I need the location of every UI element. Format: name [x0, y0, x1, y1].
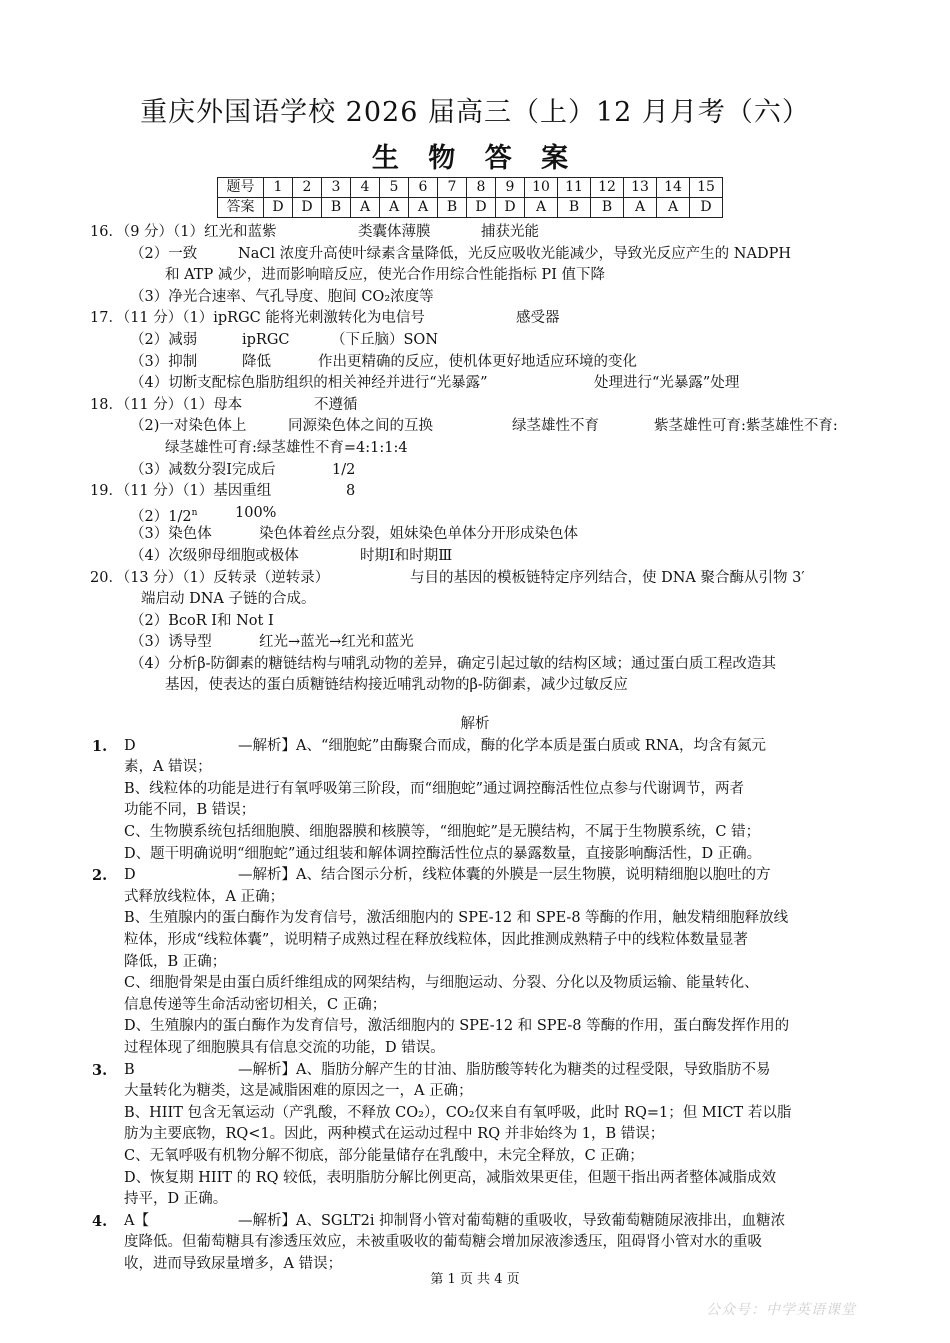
table-cell-answer: B [438, 198, 467, 218]
analysis-item-text: D、生殖腺内的蛋白酶作为发育信号，激活细胞内的 SPE-12 和 SPE-8 等酶的作用，蛋白酶发挥作用的 [124, 1018, 790, 1035]
analysis-item-text: 肪为主要底物，RQ<1。因此，两种模式在运动过程中 RQ 并非始终为 1，B 错误； [124, 1126, 665, 1143]
answer-body [0, 222, 950, 1276]
table-cell-number: 11 [558, 178, 591, 198]
analysis-list [0, 736, 950, 1276]
table-cell-answer: D [467, 198, 496, 218]
table-cell-number: 15 [690, 178, 723, 198]
q18-part2-a: （2)一对染色体上 [130, 418, 247, 435]
q20-line [0, 589, 950, 611]
analysis-line [0, 1060, 950, 1082]
analysis-item-text: C、生物膜系统包括细胞膜、细胞器膜和核膜等，“细胞蛇”是无膜结构，不属于生物膜系统，C 错； [124, 824, 761, 841]
q17-part3-b: 降低 [242, 353, 271, 370]
analysis-item-text: —解析】A、结合图示分析，线粒体囊的外膜是一层生物膜，说明精细胞以胞吐的方 [238, 867, 771, 884]
analysis-item-text: D、题干明确说明“细胞蛇”通过组装和解体调控酶活性位点的暴露数量，直接影响酶活性，D 正确。 [124, 845, 762, 862]
analysis-item-text: 式释放线粒体，A 正确； [124, 888, 285, 905]
table-cell-number: 5 [380, 178, 409, 198]
q16-heading: 16．（9 分）（1）红光和蓝紫 [90, 224, 277, 240]
q20-part3-b: 红光→蓝光→红光和蓝光 [259, 634, 414, 651]
q18-line [0, 416, 950, 438]
q20-answer-c: 端启动 DNA 子链的合成。 [141, 591, 316, 608]
q18-answer-b: 不遵循 [314, 396, 358, 413]
q16-line [0, 265, 950, 287]
analysis-line [0, 908, 950, 930]
q19-part4-a: （4）次级卵母细胞或极体 [130, 547, 299, 564]
q18-line [0, 460, 950, 482]
answer-table [217, 177, 723, 218]
q19-line [0, 503, 950, 525]
q19-heading: 19．（11 分）（1）基因重组 [90, 483, 272, 500]
q19-line [0, 524, 950, 546]
analysis-item-text: 度降低。但葡萄糖具有渗透压效应，未被重吸收的葡萄糖会增加尿液渗透压，阻碍肾小管对水的重吸 [124, 1234, 762, 1251]
analysis-line [0, 865, 950, 887]
analysis-line [0, 1038, 950, 1060]
analysis-line [0, 1146, 950, 1168]
analysis-item-number: 2. [92, 867, 108, 885]
table-cell-number: 10 [525, 178, 558, 198]
q16-part2-answer: （2）一致 [130, 245, 198, 262]
q16-answer-c: 捕获光能 [481, 224, 539, 240]
table-cell-number: 8 [467, 178, 496, 198]
analysis-line [0, 887, 950, 909]
table-cell-answer: B [591, 198, 624, 218]
q20-part4-a: （4）分析β-防御素的糖链结构与哺乳动物的差异，确定引起过敏的结构区域；通过蛋白质工程改造其 [130, 655, 777, 672]
q16-line [0, 287, 950, 309]
q17-part2-c: （下丘脑）SON [331, 331, 439, 348]
analysis-heading: 解析 [460, 716, 490, 733]
analysis-line [0, 930, 950, 952]
q16-line [0, 244, 950, 266]
analysis-line [0, 973, 950, 995]
analysis-line [0, 822, 950, 844]
analysis-line [0, 1211, 950, 1233]
table-cell-answer: D [496, 198, 525, 218]
table-cell-number: 12 [591, 178, 624, 198]
q17-part3-c: 作出更精确的反应，使机体更好地适应环境的变化 [318, 353, 637, 370]
table-cell-number: 3 [322, 178, 351, 198]
analysis-item-text: B、线粒体的功能是进行有氧呼吸第三阶段，而“细胞蛇”通过调控酶活性位点参与代谢调节，两者 [124, 780, 744, 797]
page-title: 重庆外国语学校 2026 届高三（上）12 月月考（六） [140, 97, 810, 128]
table-cell-answer: A [624, 198, 657, 218]
q18-heading: 18．（11 分）（1）母本 [90, 396, 243, 413]
table-cell-answer: A [351, 198, 380, 218]
q19-answer-b: 8 [346, 483, 356, 500]
q17-part2-a: （2）减弱 [130, 331, 198, 348]
analysis-item-text: —解析】A、脂肪分解产生的甘油、脂肪酸等转化为糖类的过程受限，导致脂肪不易 [238, 1061, 771, 1078]
q18-line [0, 395, 950, 417]
table-cell-answer: A [409, 198, 438, 218]
answer-table-answer-row [218, 198, 723, 218]
analysis-item-text: 粒体，形成“线粒体囊”，说明精子成熟过程在释放线粒体，因此推测成熟精子中的线粒体数量显著 [124, 932, 748, 948]
table-cell-number: 9 [496, 178, 525, 198]
q20-line [0, 568, 950, 590]
table-cell-number: 6 [409, 178, 438, 198]
table-cell-answer: B [322, 198, 351, 218]
analysis-item-text: 素，A 错误； [124, 759, 212, 776]
analysis-line [0, 1232, 950, 1254]
table-cell-answer: A [525, 198, 558, 218]
analysis-line [0, 779, 950, 801]
analysis-item-answer: A【 [124, 1212, 149, 1229]
analysis-item-number: 3. [92, 1061, 108, 1079]
analysis-item-number: 1. [92, 737, 108, 755]
q17-answer-b: 感受器 [516, 310, 560, 327]
table-cell-number: 14 [657, 178, 690, 198]
analysis-item-text: B、生殖腺内的蛋白酶作为发育信号，激活细胞内的 SPE-12 和 SPE-8 等酶的作用，触发精细胞释放线 [124, 910, 789, 927]
q20-part2: （2）BcoR Ⅰ和 Not Ⅰ [130, 612, 274, 629]
q20-part4-b: 基因，使表达的蛋白质糖链结构接近哺乳动物的β-防御素，减少过敏反应 [165, 677, 628, 694]
table-cell-answer: D [293, 198, 322, 218]
table-cell-answer: A [657, 198, 690, 218]
table-cell-answer: D [264, 198, 293, 218]
q17-part2-b: ipRGC [242, 331, 290, 348]
table-cell-answer: B [558, 198, 591, 218]
q17-line [0, 373, 950, 395]
table-cell-number: 13 [624, 178, 657, 198]
analysis-line [0, 952, 950, 974]
q18-part2-c: 绿茎雄性不育 [512, 418, 599, 435]
q18-part3-a: （3）减数分裂Ⅰ完成后 [130, 461, 276, 478]
q18-part2-d: 紫茎雄性可育:紫茎雄性不育: [654, 418, 838, 435]
q16-part2-text-cont: 和 ATP 减少，进而影响暗反应，使光合作用综合性能指标 PI 值下降 [165, 267, 606, 284]
analysis-line [0, 1189, 950, 1211]
table-cell-number: 4 [351, 178, 380, 198]
q20-line [0, 654, 950, 676]
analysis-item-answer: B [124, 1061, 135, 1078]
q20-line [0, 632, 950, 654]
q19-part2-b: 100% [235, 504, 277, 521]
table-cell-number: 2 [293, 178, 322, 198]
analysis-line [0, 1081, 950, 1103]
analysis-line [0, 757, 950, 779]
analysis-line [0, 1103, 950, 1125]
page-subtitle: 生 物 答 案 [371, 143, 579, 174]
q17-heading: 17．（11 分）（1）ipRGC 能将光刺激转化为电信号 [90, 310, 425, 327]
q18-part2-b: 同源染色体之间的互换 [288, 418, 433, 435]
analysis-item-text: C、细胞骨架是由蛋白质纤维组成的网架结构，与细胞运动、分裂、分化以及物质运输、能量转化、 [124, 975, 759, 992]
q20-line [0, 611, 950, 633]
analysis-line [0, 1016, 950, 1038]
q20-line [0, 675, 950, 697]
table-row-label: 答案 [218, 198, 264, 218]
analysis-item-text: 持平，D 正确。 [124, 1191, 228, 1208]
analysis-line [0, 800, 950, 822]
analysis-item-text: —解析】A、SGLT2i 抑制肾小管对葡萄糖的重吸收，导致葡萄糖随尿液排出，血糖浓 [238, 1212, 786, 1229]
answer-table-number-row [218, 178, 723, 198]
analysis-item-text: 收，进而导致尿量增多，A 错误； [124, 1255, 343, 1272]
table-cell-answer: A [380, 198, 409, 218]
table-row-label: 题号 [218, 178, 264, 198]
q20-heading: 20．（13 分）（1）反转录（逆转录） [90, 569, 330, 586]
analysis-item-text: 功能不同，B 错误； [124, 802, 256, 819]
analysis-line [0, 736, 950, 758]
table-cell-number: 7 [438, 178, 467, 198]
analysis-line [0, 1124, 950, 1146]
q17-line [0, 352, 950, 374]
q17-part4-a: （4）切断支配棕色脂肪组织的相关神经并进行“光暴露” [130, 375, 488, 392]
watermark: 公众号：中学英语课堂 [706, 1302, 856, 1318]
analysis-item-text: 降低，B 正确； [124, 953, 227, 970]
analysis-item-text: 大量转化为糖类，这是减脂困难的原因之一，A 正确； [124, 1083, 473, 1100]
q19-part2-fraction: （2）1/2 [130, 508, 192, 525]
q17-line [0, 308, 950, 330]
q17-part3-a: （3）抑制 [130, 353, 198, 370]
q17-part4-b: 处理进行“光暴露”处理 [594, 375, 740, 392]
q17-line [0, 330, 950, 352]
analysis-line [0, 844, 950, 866]
q18-part3-b: 1/2 [332, 461, 356, 478]
q19-part3-a: （3）染色体 [130, 526, 212, 543]
q16-part3: （3）净光合速率、气孔导度、胞间 CO₂浓度等 [130, 288, 434, 305]
page-footer: 第 1 页 共 4 页 [430, 1272, 520, 1287]
analysis-line [0, 995, 950, 1017]
analysis-item-text: C、无氧呼吸有机物分解不彻底，部分能量储存在乳酸中，未完全释放，C 正确； [124, 1147, 644, 1164]
analysis-line [0, 1168, 950, 1190]
spacer [0, 697, 950, 714]
analysis-item-number: 4. [92, 1212, 108, 1230]
analysis-item-text: D、恢复期 HIIT 的 RQ 较低，表明脂肪分解比例更高，减脂效果更佳，但题干指出两者整体减脂成效 [124, 1169, 777, 1186]
table-cell-answer: D [690, 198, 723, 218]
q16-part2-text: NaCl 浓度升高使叶绿素含量降低，光反应吸收光能减少，导致光反应产生的 NADPH [238, 245, 791, 262]
q19-part2-exponent: n [191, 507, 198, 518]
q19-part4-b: 时期Ⅰ和时期Ⅲ [360, 547, 453, 564]
q18-line [0, 438, 950, 460]
analysis-item-text: B、HIIT 包含无氧运动（产乳酸，不释放 CO₂），CO₂仅来自有氧呼吸，此时 RQ=1；但 MICT 若以脂 [124, 1104, 792, 1121]
analysis-item-text: 信息传递等生命活动密切相关，C 正确； [124, 996, 387, 1013]
q20-answer-b: 与目的基因的模板链特定序列结合，使 DNA 聚合酶从引物 3′ [410, 569, 805, 586]
q19-line [0, 481, 950, 503]
analysis-item-answer: D [124, 737, 136, 754]
q19-part3-b: 染色体着丝点分裂，姐妹染色单体分开形成染色体 [259, 526, 578, 543]
q18-part2-e: 绿茎雄性可育:绿茎雄性不育=4:1:1:4 [165, 439, 408, 456]
q20-part3-a: （3）诱导型 [130, 634, 212, 651]
q16-answer-b: 类囊体薄膜 [358, 224, 431, 240]
table-cell-number: 1 [264, 178, 293, 198]
analysis-item-text: 过程体现了细胞膜具有信息交流的功能，D 错误。 [124, 1039, 445, 1056]
analysis-item-answer: D [124, 867, 136, 884]
analysis-item-text: —解析】A、“细胞蛇”由酶聚合而成，酶的化学本质是蛋白质或 RNA，均含有氮元 [238, 737, 766, 754]
q16-line [0, 222, 950, 244]
q19-line [0, 546, 950, 568]
